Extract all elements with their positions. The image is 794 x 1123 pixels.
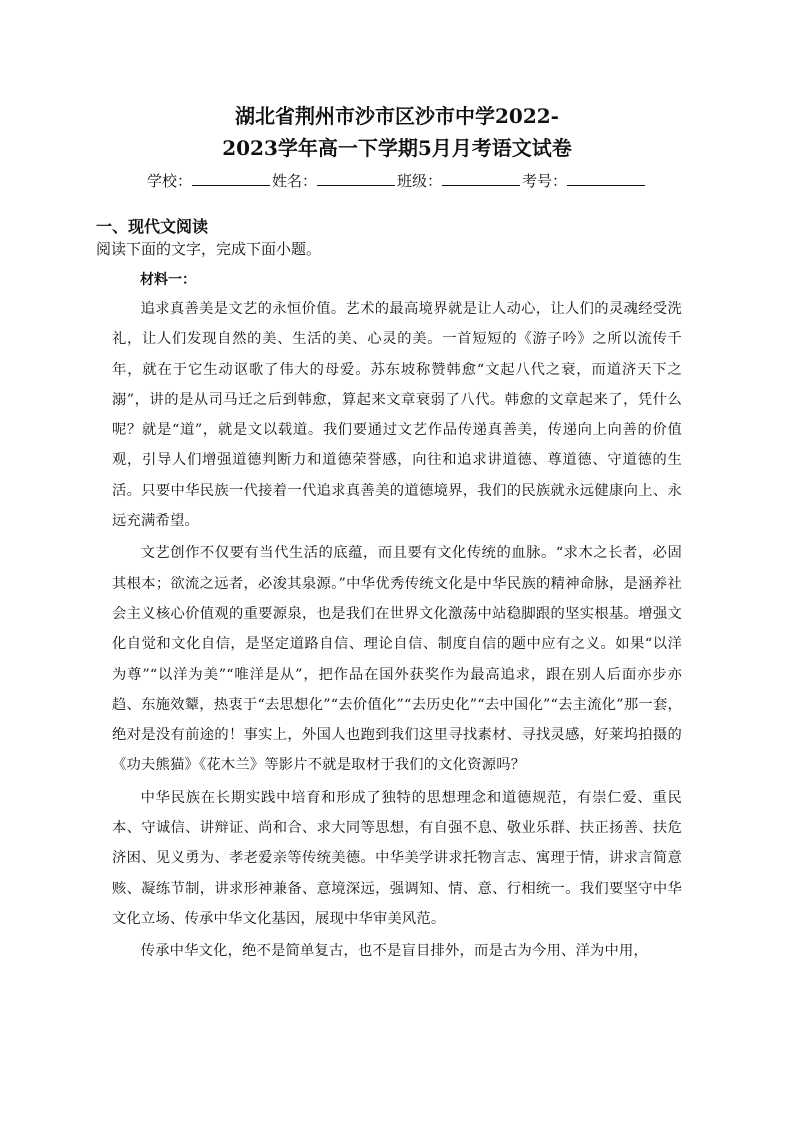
name-blank[interactable]	[317, 171, 395, 186]
section-heading: 一、现代文阅读	[96, 217, 209, 236]
paragraph: 传承中华文化，绝不是简单复古，也不是盲目排外，而是古为今用、洋为中用，	[140, 943, 648, 960]
name-field[interactable]	[272, 168, 397, 194]
exam-number-blank[interactable]	[567, 171, 645, 186]
class-blank[interactable]	[442, 171, 520, 186]
material-label: 材料一：	[140, 272, 196, 288]
class-label: 班级：	[397, 172, 443, 190]
school-field[interactable]	[147, 168, 272, 194]
student-info-row	[112, 168, 682, 194]
reading-instruction: 阅读下面的文字，完成下面小题。	[96, 240, 322, 258]
exam-number-field[interactable]	[522, 168, 647, 194]
title-line-1: 湖北省荆州市沙市区沙市中学2022-	[235, 104, 559, 128]
name-label: 姓名：	[271, 172, 317, 190]
paragraph: 追求真善美是文艺的永恒价值。艺术的最高境界就是让人动心，让人们的灵魂经受洗礼，让人们发现自然的美、生活的美、心灵的美。一首短短的《游子吟》之所以流传千年，就在于它生动讴歌了伟大的母爱。苏东坡称赞韩愈“文起八代之衰，而道济天下之溺”，讲的是从司马迁之后到韩愈，算起来文章衰弱了八代。韩愈的文章起来了，凭什么呢？就是“道”，就是文以载道。我们要通过文艺作品传递真善美，传递向上向善的价值观，引导人们增强道德判断力和道德荣誉感，向往和追求讲道德、尊道德、守道德的生活。只要中华民族一代接着一代追求真善美的道德境界，我们的民族就永远健康向上、永远充满希望。	[112, 301, 682, 530]
paragraph: 中华民族在长期实践中培育和形成了独特的思想理念和道德规范，有崇仁爱、重民本、守诚信、讲辩证、尚和合、求大同等思想，有自强不息、敬业乐群、扶正扬善、扶危济困、见义勇为、孝老爱亲等传统美德。中华美学讲求托物言志、寓理于情，讲求言简意赅、凝练节制，讲求形神兼备、意境深远，强调知、情、意、行相统一。我们要坚守中华文化立场、传承中华文化基因，展现中华审美风范。	[112, 789, 682, 927]
paragraph: 文艺创作不仅要有当代生活的底蕴，而且要有文化传统的血脉。“求木之长者，必固其根本；欲流之远者，必浚其泉源。”中华优秀传统文化是中华民族的精神命脉，是涵养社会主义核心价值观的重要源泉，也是我们在世界文化激荡中站稳脚跟的坚实根基。增强文化自觉和文化自信，是坚定道路自信、理论自信、制度自信的题中应有之义。如果“以洋为尊”“以洋为美”“唯洋是从”，把作品在国外获奖作为最高追求，跟在别人后面亦步亦趋、东施效颦，热衷于“去思想化”“去价值化”“去历史化”“去中国化”“去主流化”那一套，绝对是没有前途的！事实上，外国人也跑到我们这里寻找素材、寻找灵感，好莱坞拍摄的《功夫熊猫》《花木兰》等影片不就是取材于我们的文化资源吗？	[112, 545, 682, 774]
exam-title	[112, 100, 682, 164]
exam-number-label: 考号：	[522, 172, 568, 190]
class-field[interactable]	[397, 168, 522, 194]
title-line-2: 2023学年高一下学期5月月考语文试卷	[222, 136, 572, 160]
school-label: 学校：	[146, 172, 192, 190]
school-blank[interactable]	[192, 171, 270, 186]
